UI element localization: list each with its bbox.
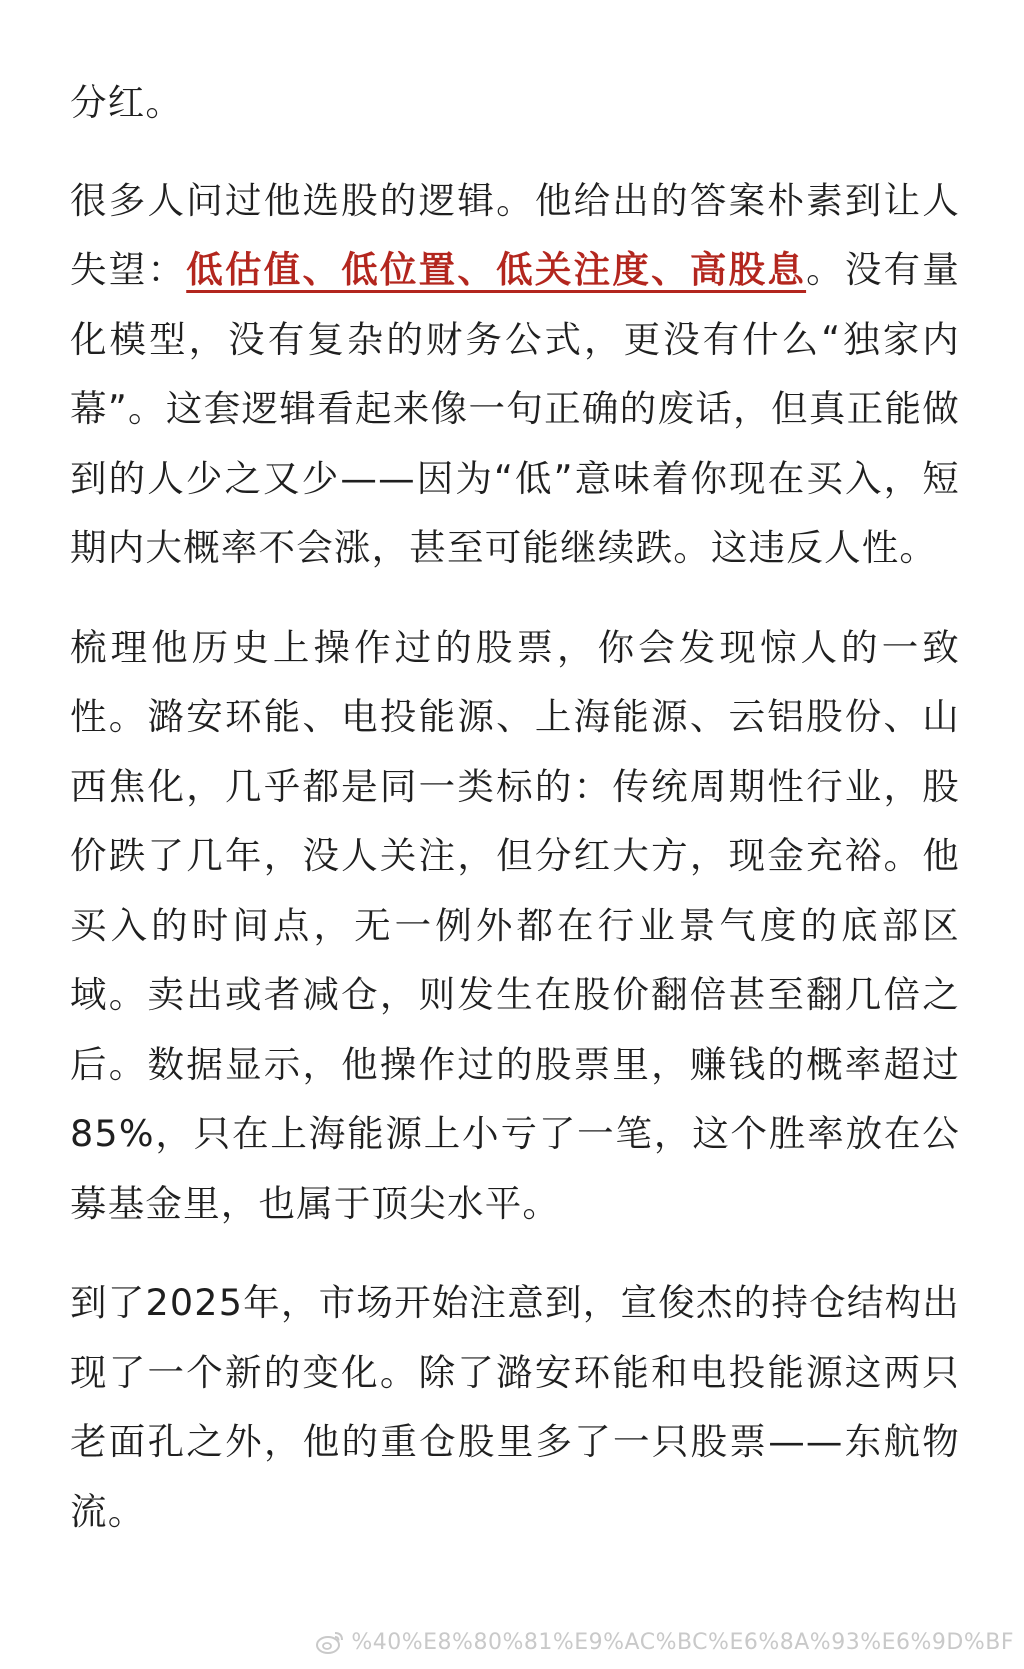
article-body xyxy=(70,68,960,1576)
paragraph-1: 分红。 xyxy=(70,81,184,124)
weibo-icon xyxy=(315,1629,345,1655)
paragraph-3: 梳理他历史上操作过的股票，你会发现惊人的一致性。潞安环能、电投能源、上海能源、云铝股份、山西焦化，几乎都是同一类标的：传统周期性行业，股价跌了几年，没人关注，但分红大方，现金充裕。他买入的时间点，无一例外都在行业景气度的底部区域。卖出或者减仓，则发生在股价翻倍甚至翻几倍之后。数据显示，他操作过的股票里，赚钱的概率超过85%，只在上海能源上小亏了一笔，这个胜率放在公募基金里，也属于顶尖水平。 xyxy=(70,625,960,1225)
paragraph-2 xyxy=(70,166,960,583)
paragraph-4: 到了2025年，市场开始注意到，宣俊杰的持仓结构出现了一个新的变化。除了潞安环能和电投能源这两只老面孔之外，他的重仓股里多了一只股票——东航物流。 xyxy=(70,1281,960,1533)
paragraph-2-intro: 很多人问过他选股的逻辑。他给出的答案朴素到让人失望： xyxy=(70,178,960,291)
paragraph-2-rest: 。没有量化模型，没有复杂的财务公式，更没有什么“独家内幕”。这套逻辑看起来像一句正确的废话，但真正能做到的人少之又少——因为“低”意味着你现在买入，短期内大概率不会涨，甚至可能继续跌。这违反人性。 xyxy=(70,248,960,569)
watermark xyxy=(315,1629,1014,1655)
highlighted-criteria: 低估值、低位置、低关注度、高股息 xyxy=(186,248,807,291)
watermark-text: %40%E8%80%81%E9%AC%BC%E6%8A%93%E6%9D%BF xyxy=(351,1629,1014,1655)
